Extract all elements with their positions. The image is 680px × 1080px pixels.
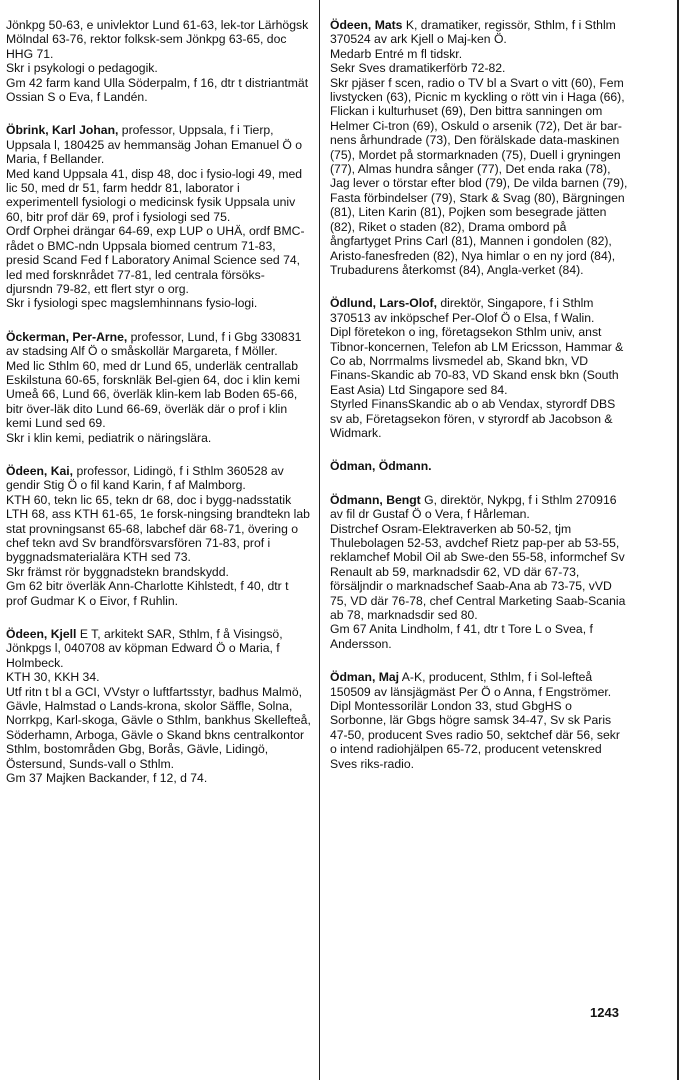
entry-name: Ödman, Ödmann. [330, 459, 432, 474]
entry-paragraph: Skr i psykologi o pedagogik. [6, 61, 158, 76]
biography-entry [330, 296, 630, 440]
entry-name: Ödmann, Bengt [330, 492, 421, 507]
biography-entry [330, 493, 630, 651]
entry-paragraph: Medarb Entré m fl tidskr. [330, 46, 463, 61]
entry-paragraph: Dipl företekon o ing, företagsekon Sthlm univ, anst Tibnor-koncernen, Telefon ab LM Ericsson, Hammar & Co ab, Norrmalms livsmedel ab, Skand bkn, VD Finans-Skandic ab 70-83, VD Skand ensk bkn (South East Asia) Ltd Singapore sed 84. [330, 325, 624, 397]
entry-paragraph: KTH 60, tekn lic 65, tekn dr 68, doc i bygg-nadsstatik LTH 68, ass KTH 61-65, 1e forsk-ningsing brandtekn lab stat provningsanst 65-68, labchef där 68-71, övering o chef tekn avd Sv brandförsvarsfören 71-83, prof i byggnadsmaterialära KTH sed 73. [6, 492, 310, 565]
entry-intro: professor, Lund, f i Gbg 330831 av stadsing Alf Ö o småskollär Margareta, f Möller. [6, 329, 302, 359]
entry-heading [330, 670, 630, 699]
entry-name: Ödeen, Kjell [6, 627, 77, 642]
entry-heading [330, 459, 630, 473]
left-column [6, 18, 311, 805]
entry-name: Öbrink, Karl Johan, [6, 123, 119, 138]
entry-paragraph: Gm 67 Anita Lindholm, f 41, dtr t Tore L o Svea, f Andersson. [330, 622, 593, 651]
biography-entry [6, 123, 311, 310]
entry-paragraph: Ordf Orphei drängar 64-69, exp LUP o UHÄ, ordf BMC-rådet o BMC-ndn Uppsala biomed centrum 71-83, presid Scand Fed f Laboratory Animal Science sed 74, led med forsknrådet 77-81, led centrala försöks-djursndn 79-82, ett flert styr o org. [6, 224, 305, 296]
entry-paragraph: Gm 42 farm kand Ulla Söderpalm, f 16, dtr t distriantmät Ossian S o Eva, f Landén. [6, 75, 309, 105]
biography-entry [330, 670, 630, 771]
biography-entry [330, 459, 630, 473]
entry-heading [6, 123, 311, 166]
biography-entry [6, 330, 311, 445]
entry-intro: professor, Uppsala, f i Tierp, Uppsala l, 180425 av hemmansäg Johan Emanuel Ö o Maria, f Bellander. [6, 123, 303, 167]
entry-intro: G, direktör, Nykpg, f i Sthlm 270916 av fil dr Gustaf Ö o Vera, f Hårleman. [330, 492, 617, 522]
entry-paragraph: Utf ritn t bl a GCI, VVstyr o luftfartsstyr, badhus Malmö, Gävle, Halmstad o Lands-krona, skolor Säffle, Solna, Norrkpg, Karl-skoga, Gävle o Sthlm, bankhus Skellefteå, Söderhamn, Arboga, Gävle o Skand bkns centralkontor Sthlm, bostområden Gbg, Borås, Gävle, Lidingö, Östersund, Sunds-vall o Sthlm. [6, 684, 311, 771]
entry-paragraph: Gm 62 bitr överläk Ann-Charlotte Kihlstedt, f 40, dtr t prof Gudmar K o Eivor, f Ruhlin. [6, 579, 289, 608]
entry-name: Ödman, Maj [330, 670, 400, 685]
entry-paragraph: Skr i fysiologi spec magslemhinnans fysio-logi. [6, 296, 258, 311]
entry-intro: professor, Lidingö, f i Sthlm 360528 av gendir Stig Ö o fil kand Karin, f af Malmborg. [6, 463, 284, 493]
entry-paragraph: Sekr Sves dramatikerförb 72-82. [330, 61, 506, 76]
entry-name: Öckerman, Per-Arne, [6, 329, 128, 344]
entry-paragraph: Jönkpg 50-63, e univlektor Lund 61-63, lek-tor Lärhögsk Mölndal 63-76, rektor folksk-sem Jönkpg 63-65, doc HHG 71. [6, 18, 309, 61]
entry-intro: direktör, Singapore, f i Sthlm 370513 av inköpschef Per-Olof Ö o Elsa, f Walin. [330, 296, 595, 325]
entry-paragraph: Dipl Montessorilär London 33, stud GbgHS o Sorbonne, lär Gbgs högre samsk 34-47, Sv sk Paris 47-50, producent Sves radio 50, sektchef där 56, sekr o intend radiohjälpen 65-72, producent vetenskred Sves riks-radio. [330, 699, 620, 771]
entry-heading [6, 330, 311, 359]
entry-name: Ödeen, Mats [330, 18, 403, 32]
entry-name: Ödeen, Kai, [6, 463, 74, 478]
entry-paragraph: Distrchef Osram-Elektraverken ab 50-52, tjm Thulebolagen 52-53, avdchef Rietz pap-per ab 53-55, reklamchef Mobil Oil ab Swe-den 55-58, informchef Sv Renault ab 59, marknadsdir 62, VD där 67-73, försäljndir o marknadschef Saab-Ana ab 73-75, vVD 75, VD där 76-78, chef Central Marketing Saab-Scania ab 78, marknadsdir sed 80. [330, 521, 626, 623]
entry-paragraph: Med lic Sthlm 60, med dr Lund 65, underläk centrallab Eskilstuna 60-65, forsknläk Bel-gien 64, doc i klin kemi Umeå 66, Lund 66, överläk klin-kem lab Boden 65-66, bitr över-läk dito Lund 66-69, överläk där o prof i klin kemi Lund sed 69. [6, 358, 300, 431]
biography-entry [6, 18, 311, 104]
page-number: 1243 [590, 1005, 619, 1020]
entry-heading [330, 493, 630, 522]
entry-name: Ödlund, Lars-Olof, [330, 296, 437, 311]
entry-heading [6, 627, 311, 670]
entry-intro: A-K, producent, Sthlm, f i Sol-lefteå 150509 av länsjägmäst Per Ö o Anna, f Engströmer. [330, 670, 612, 699]
column-divider [319, 0, 320, 1080]
biography-entry [6, 464, 311, 608]
biography-entry [6, 627, 311, 785]
entry-intro: K, dramatiker, regissör, Sthlm, f i Sthlm 370524 av ark Kjell o Maj-ken Ö. [330, 18, 616, 47]
page-edge [677, 0, 679, 1080]
entry-paragraph: Styrled FinansSkandic ab o ab Vendax, styrordf DBS sv ab, Företagsekon fören, v styrordf ab Jacobson & Widmark. [330, 397, 616, 440]
entry-intro: E T, arkitekt SAR, Sthlm, f å Visingsö, Jönkpgs l, 040708 av köpman Edward Ö o Maria, f Holmbeck. [6, 627, 283, 670]
biography-entry [330, 18, 630, 277]
entry-paragraph: Med kand Uppsala 41, disp 48, doc i fysio-logi 49, med lic 50, med dr 51, farm heddr 81, laborator i experimentell fysiologi o medicinsk fysik Uppsala univ 60, bitr prof där 69, prof i fysiologi sed 75. [6, 166, 303, 224]
right-column [330, 18, 630, 790]
entry-heading [330, 296, 630, 325]
entry-paragraph: Skr pjäser f scen, radio o TV bl a Svart o vitt (60), Fem livstycken (63), Picnic m kyckling o rött vin i Haga (66), Flickan i kulturhuset (69), Den bittra sanningen om Helmer Ci-tron (69), Oskuld o arsenik (72), Det är bar-nens århundrade (73), Den förälskade data-maskinen (75), Mordet på stormarknaden (75), Duell i gryningen (77), Almas hundra sånger (77), Det enda raka (78), Jag lever o törstar efter blod (79), De vilda barnen (79), Fasta förbindelser (79), Stark & Svag (80), Bärgningen (81), Liten Karin (81), Pojken som besegrade jätten (82), Riket o staden (82), Drama ombord på ångfartyget Prins Carl (81), Mannen i gondolen (82), Aristo-fanesfreden (82), Nya himlar o en ny jord (84), Trubadurens återkomst (84), Angla-verket (84). [330, 75, 628, 277]
entry-paragraph: Skr i klin kemi, pediatrik o näringslära. [6, 430, 212, 445]
entry-paragraph: KTH 30, KKH 34. [6, 670, 100, 685]
entry-paragraph: Gm 37 Majken Backander, f 12, d 74. [6, 771, 208, 786]
entry-paragraph: Skr främst rör byggnadstekn brandskydd. [6, 564, 229, 579]
entry-heading [6, 464, 311, 493]
entry-heading [330, 18, 630, 47]
